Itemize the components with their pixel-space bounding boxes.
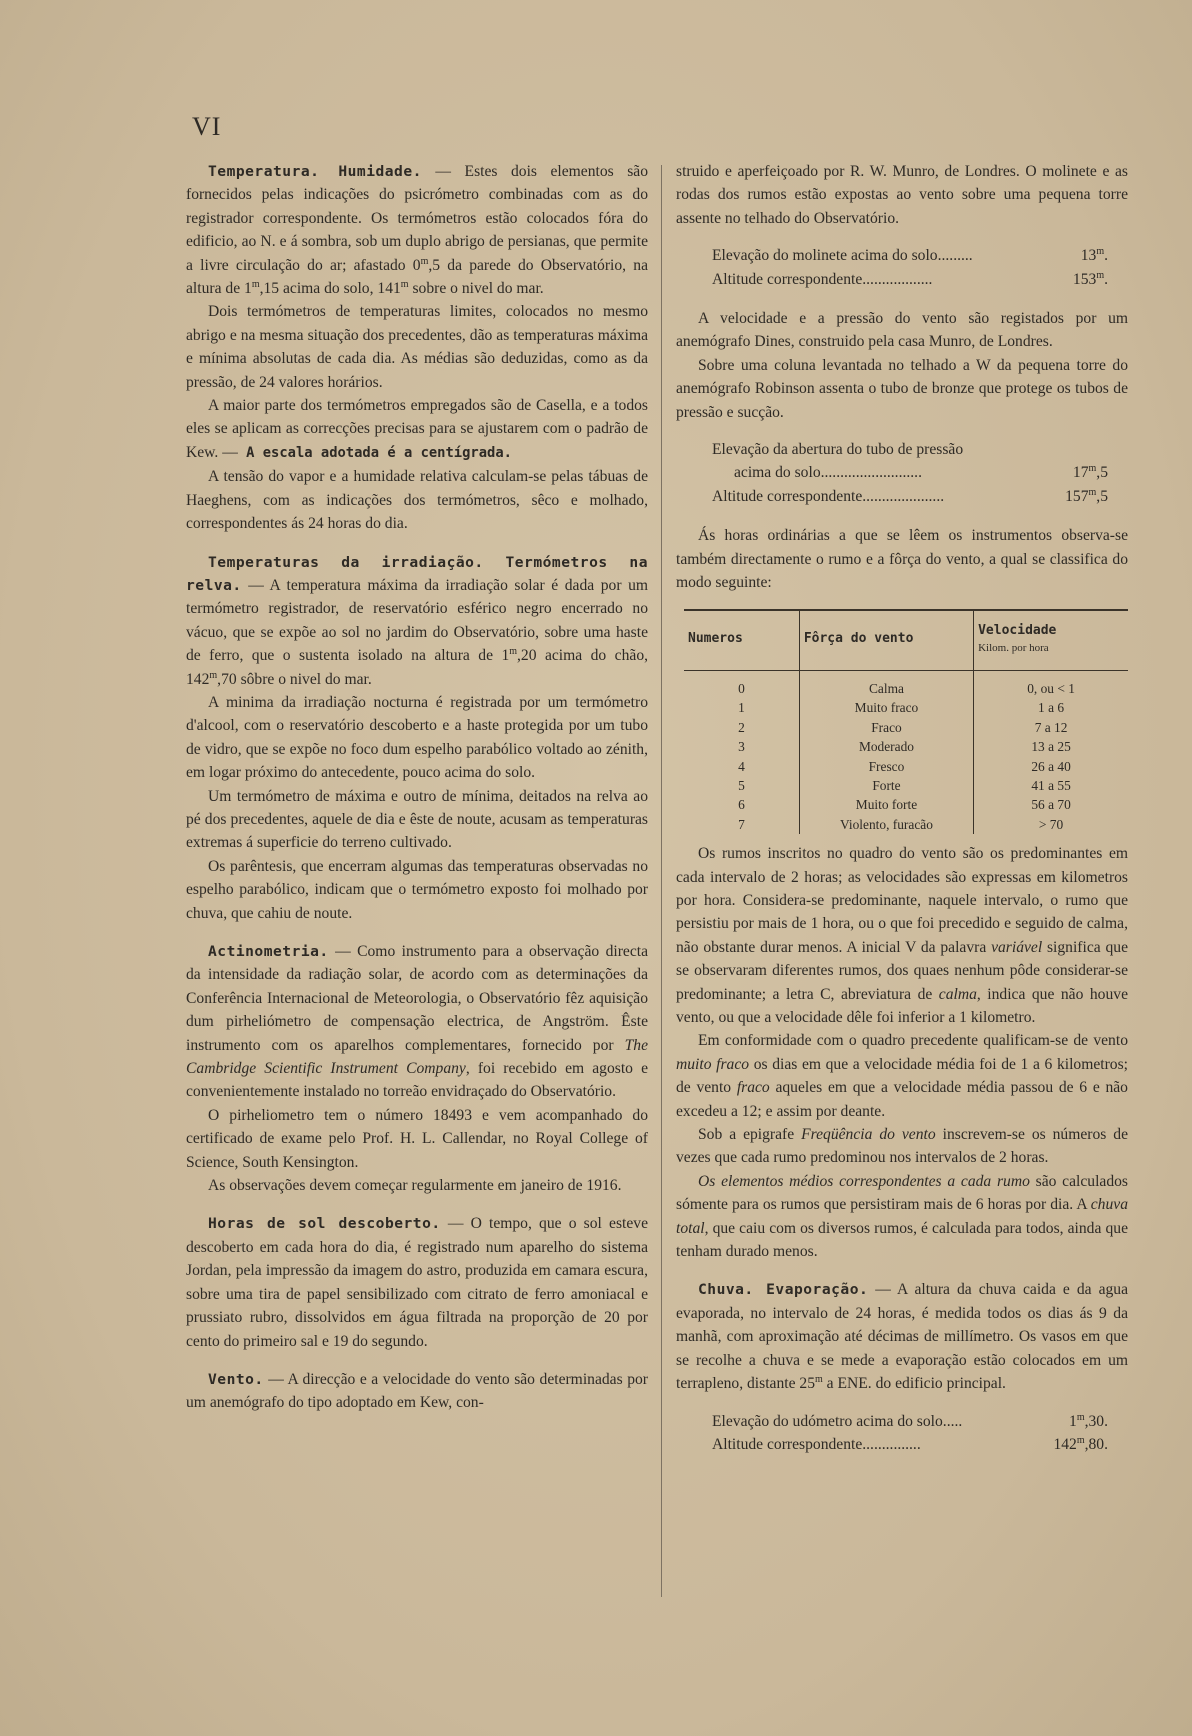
heading-temperatura: Temperatura. Humidade.: [208, 163, 422, 180]
heading-vento: Vento.: [208, 1370, 264, 1388]
dimension-line: acima do solo.......................... 17$^m$,5: [734, 463, 1108, 482]
paragraph: Um termómetro de máxima e outro de mínima, deitados na relva ao pé dos precedentes, aquele de dia e êste de noute, acusam as temperaturas extremas á superficie do terreno cultivado.: [186, 787, 648, 852]
table-row: 3 Moderado 13 a 25: [684, 737, 1128, 756]
paragraph: Sob a epigrafe Freqüência do vento inscrevem-se os números de vezes que cada rumo predominou nos intervalos de 2 horas.: [676, 1126, 1128, 1167]
wind-force-table: [684, 609, 1128, 835]
section-actinometria-p1: Actinometria. — Como instrumento para a observação directa da intensidade da radiação solar, de acordo com as determinações da Conferência Internacional de Meteorologia, o Observatório fêz aquisição dum pirheliómetro de compensação electrica, de Angström. Êste instrumento com os aparelhos complementares, fornecido por The Cambridge Scientific Instrument Company, foi recebido em agosto e convenientemente instalado no torreão envidraçado do Observatório.: [186, 943, 648, 1101]
paragraph: Os elementos médios correspondentes a cada rumo são calculados sómente para os rumos que persistiram mais de 6 horas por dia. A chuva total, que caiu com os diversos rumos, é calculada para todos, ainda que tenham durado menos.: [676, 1172, 1128, 1261]
header-forca: Fôrça do vento: [799, 610, 973, 671]
table-header-row: [684, 610, 1128, 671]
dimension-line: Altitude correspondente............... 142$^m$,80.: [712, 1434, 1108, 1453]
dimensions-molinete: [712, 244, 1108, 291]
heading-actinometria: Actinometria.: [208, 943, 329, 960]
section-chuva-p1: Chuva. Evaporação. — A altura da chuva caida e da agua evaporada, no intervalo de 24 horas, é medida todos os dias ás 9 da manhã, com aproximação até décimas de millímetro. Os vasos em que se recolhe a chuva e se mede a evaporação estão colocados em um terrapleno, distante 25$^m$ a ENE. do edificio principal.: [676, 1281, 1129, 1393]
section-sol-p1: Horas de sol descoberto. — O tempo, que o sol esteve descoberto em cada hora do dia, é registrado num aparelho do sistema Jordan, pela impressão da imagem do astro, produzida em camara escura, sobre uma tira de papel sensibilizado com citrato de ferro amoniacal e prussiato rubro, dissolvidos em água filtrada na proporção de 20 por cento do primeiro sal e 19 do segundo.: [186, 1215, 648, 1350]
paragraph: Em conformidade com o quadro precedente qualificam-se de vento muito fraco os dias em que a velocidade média foi de 1 a 6 kilometros; de vento fraco aqueles em que a velocidade média passou de 6 e não excedeu a 12; e assim por deante.: [676, 1032, 1128, 1120]
heading-irradiacao: Temperaturas da irradiação. Termómetros na relva.: [186, 553, 648, 594]
table-row: 0 Calma 0, ou < 1: [684, 670, 1128, 698]
dimensions-tubo: [712, 438, 1108, 508]
paragraph: As observações devem começar regularmente em janeiro de 1916.: [208, 1177, 622, 1195]
dimension-line: Elevação do molinete acima do solo......... 13$^m$.: [712, 246, 1108, 265]
dimension-line: Elevação do udómetro acima do solo..... 1$^m$,30.: [712, 1411, 1108, 1430]
paragraph: Ás horas ordinárias a que se lêem os instrumentos observa-se também directamente o rumo e a fôrça do vento, a qual se classifica do modo seguinte:: [676, 527, 1128, 592]
paragraph: Sobre uma coluna levantada no telhado a W da pequena torre do anemógrafo Robinson assenta o tubo de bronze que protege os tubos de pressão e sucção.: [676, 356, 1128, 421]
dimension-line: Altitude correspondente..................... 157$^m$,5: [712, 486, 1108, 505]
column-divider: [661, 165, 662, 1597]
right-column: [676, 160, 1128, 1456]
paragraph: A velocidade e a pressão do vento são registados por um anemógrafo Dines, construido pela casa Munro, de Londres.: [676, 310, 1128, 351]
paragraph: O pirheliometro tem o número 18493 e vem acompanhado do certificado de exame pelo Prof. H. L. Callendar, no Royal College of Science, South Kensington.: [186, 1106, 648, 1171]
paragraph: A maior parte dos termómetros empregados são de Casella, e a todos eles se aplicam as correcções precisas para se ajustarem com o padrão de Kew. — A escala adotada é a centígrada.: [186, 397, 648, 461]
section-temperatura-p1: Temperatura. Humidade. — Estes dois elementos são fornecidos pelas indicações do psicrómetro combinadas com as do registrador correspondente. Os termómetros estão colocados fóra do edificio, ao N. e á sombra, sob um duplo abrigo de persianas, que permite a livre circulação do ar; afastado 0$^m$,5 da parede do Observatório, na altura de 1$^m$,15 acima do solo, 141$^m$ sobre o nivel do mar.: [186, 163, 648, 298]
paragraph: struido e aperfeiçoado por R. W. Munro, de Londres. O molinete e as rodas dos rumos estão expostas ao vento sobre uma pequena torre assente no telhado do Observatório.: [676, 163, 1128, 227]
dimension-caption: Elevação da abertura do tubo de pressão: [712, 441, 964, 459]
table-row: 5 Forte 41 a 55: [684, 776, 1128, 795]
section-irradiacao-p1: Temperaturas da irradiação. Termómetros na relva. — A temperatura máxima da irradiação solar é dada por um termómetro registrador, de reservatório esférico negro encerrado no vácuo, que se expõe ao sol no jardim do Observatório, sobre uma haste de ferro, que o sustenta isolado na altura de 1$^m$,20 acima do chão, 142$^m$,70 sôbre o nivel do mar.: [186, 553, 649, 688]
table-row: 4 Fresco 26 a 40: [684, 757, 1128, 776]
dimensions-udometro: [712, 1410, 1108, 1457]
paragraph: Os parêntesis, que encerram algumas das temperaturas observadas no espelho parabólico, indicam que o termómetro exposto foi molhado por chuva, que cahiu de noute.: [186, 857, 648, 922]
table-row: 7 Violento, furacão > 70: [684, 815, 1128, 834]
page-number: VI: [192, 112, 222, 141]
table-row: 2 Fraco 7 a 12: [684, 718, 1128, 737]
paragraph: A minima da irradiação nocturna é registrada por um termómetro d'alcool, com o reservatório descoberto e a haste protegida por um tubo de vidro, que se expõe no foco dum espelho parabólico voltado ao zénith, em logar próximo do antecedente, pouco acima do solo.: [186, 693, 648, 782]
dimension-line: Altitude correspondente.................. 153$^m$.: [712, 269, 1108, 288]
table-row: 1 Muito fraco 1 a 6: [684, 698, 1128, 717]
left-column: [186, 160, 648, 1415]
section-vento-p1: Vento. — A direcção e a velocidade do vento são determinadas por um anemógrafo do tipo adoptado em Kew, con-: [186, 1370, 648, 1412]
heading-sol: Horas de sol descoberto.: [208, 1215, 441, 1233]
paragraph: Dois termómetros de temperaturas limites, colocados no mesmo abrigo e na mesma situação dos precedentes, dão as temperaturas máxima e mínima absolutas de cada dia. As médias são deduzidas, como as da pressão, de 24 valores horários.: [186, 303, 648, 391]
paragraph: Os rumos inscritos no quadro do vento são os predominantes em cada intervalo de 2 horas; as velocidades são expressas em kilometros por hora. Considera-se predominante, naquele intervalo, o rumo que persistiu por mais de 1 hora, ou o que foi precedido e seguido de calma, não obstante durar menos. A inicial V da palavra variável significa que se observaram diferentes rumos, dos quaes nenhum pôde considerar-se predominante; a letra C, abreviatura de calma, indica que não houve vento, ou que a velocidade dêle foi inferior a 1 kilometro.: [676, 845, 1128, 1026]
paragraph: A tensão do vapor e a humidade relativa calculam-se pelas tábuas de Haeghens, com as indicações dos termómetros, sêco e molhado, correspondentes ás 24 horas do dia.: [186, 468, 648, 533]
header-velocidade: Velocidade Kilom. por hora: [974, 610, 1128, 671]
table-row: 6 Muito forte 56 a 70: [684, 795, 1128, 814]
heading-chuva: Chuva. Evaporação.: [698, 1281, 869, 1299]
header-numeros: Numeros: [684, 610, 799, 671]
